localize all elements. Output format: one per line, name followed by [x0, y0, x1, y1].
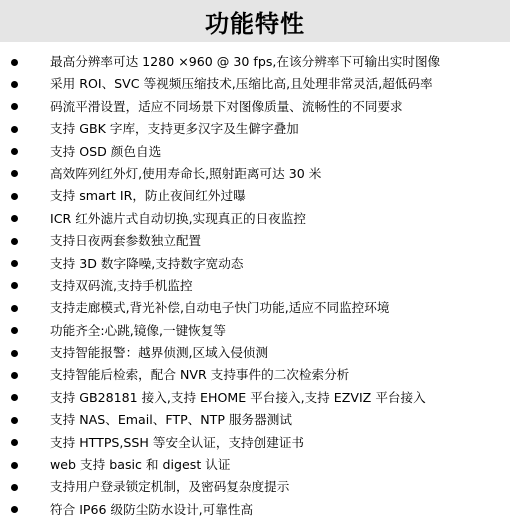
feature-text: 支持走廊模式,背光补偿,自动电子快门功能,适应不同监控环境 [50, 300, 390, 316]
list-item [0, 51, 510, 73]
list-item [0, 297, 510, 319]
bullet-icon [11, 59, 18, 66]
bullet-icon [11, 327, 18, 334]
feature-text: 支持 NAS、Email、FTP、NTP 服务器测试 [50, 412, 292, 428]
list-item [0, 208, 510, 230]
feature-text: 符合 IP66 级防尘防水设计,可靠性高 [50, 501, 254, 517]
bullet-icon [11, 439, 18, 446]
feature-text: 高效阵列红外灯,使用寿命长,照射距离可达 30 米 [50, 165, 322, 181]
feature-text: 功能齐全:心跳,镜像,一键恢复等 [50, 322, 226, 338]
page-title: 功能特性 [205, 9, 305, 38]
bullet-icon [11, 506, 18, 513]
list-item [0, 454, 510, 476]
feature-text: 支持 GBK 字库，支持更多汉字及生僻字叠加 [50, 121, 299, 137]
list-item [0, 96, 510, 118]
feature-text: 采用 ROI、SVC 等视频压缩技术,压缩比高,且处理非常灵活,超低码率 [50, 76, 433, 92]
bullet-icon [11, 394, 18, 401]
feature-text: ICR 红外滤片式自动切换,实现真正的日夜监控 [50, 210, 306, 226]
feature-text: 支持双码流,支持手机监控 [50, 277, 193, 293]
feature-text: 支持用户登录锁定机制，及密码复杂度提示 [50, 479, 290, 495]
list-item [0, 275, 510, 297]
feature-text: 支持 GB28181 接入,支持 EHOME 平台接入,支持 EZVIZ 平台接入 [50, 389, 426, 405]
list-item [0, 118, 510, 140]
feature-text: 最高分辨率可达 1280 ×960 @ 30 fps,在该分辨率下可输出实时图像 [50, 54, 441, 69]
feature-text: 支持智能报警：越界侦测,区域入侵侦测 [50, 345, 269, 361]
bullet-icon [11, 484, 18, 491]
list-item [0, 320, 510, 342]
feature-text: 支持 smart IR，防止夜间红外过曝 [50, 188, 246, 204]
feature-text: 支持 HTTPS,SSH 等安全认证，支持创建证书 [50, 434, 305, 450]
bullet-icon [11, 238, 18, 245]
bullet-icon [11, 372, 18, 379]
bullet-icon [11, 148, 18, 155]
list-item [0, 432, 510, 454]
bullet-icon [11, 260, 18, 267]
feature-text: 码流平滑设置，适应不同场景下对图像质量、流畅性的不同要求 [50, 98, 403, 114]
list-item [0, 409, 510, 431]
feature-text: 支持 3D 数字降噪,支持数字宽动态 [50, 255, 244, 271]
feature-text: 支持智能后检索，配合 NVR 支持事件的二次检索分析 [50, 367, 350, 383]
list-item [0, 73, 510, 95]
bullet-icon [11, 350, 18, 357]
feature-text: 支持日夜两套参数独立配置 [50, 233, 202, 249]
bullet-icon [11, 170, 18, 177]
feature-text: 支持 OSD 颜色自选 [50, 143, 162, 159]
list-item [0, 185, 510, 207]
list-item [0, 499, 510, 521]
bullet-icon [11, 305, 18, 312]
list-item [0, 163, 510, 185]
list-item [0, 342, 510, 364]
list-item [0, 476, 510, 498]
bullet-icon [11, 417, 18, 424]
bullet-icon [11, 126, 18, 133]
bullet-icon [11, 215, 18, 222]
list-item [0, 230, 510, 252]
list-item [0, 364, 510, 386]
title-band [0, 0, 510, 42]
bullet-icon [11, 462, 18, 469]
bullet-icon [11, 193, 18, 200]
feature-list [0, 51, 510, 521]
bullet-icon [11, 103, 18, 110]
feature-text: web 支持 basic 和 digest 认证 [50, 457, 231, 473]
bullet-icon [11, 81, 18, 88]
list-item [0, 253, 510, 275]
bullet-icon [11, 282, 18, 289]
list-item [0, 387, 510, 409]
list-item [0, 141, 510, 163]
